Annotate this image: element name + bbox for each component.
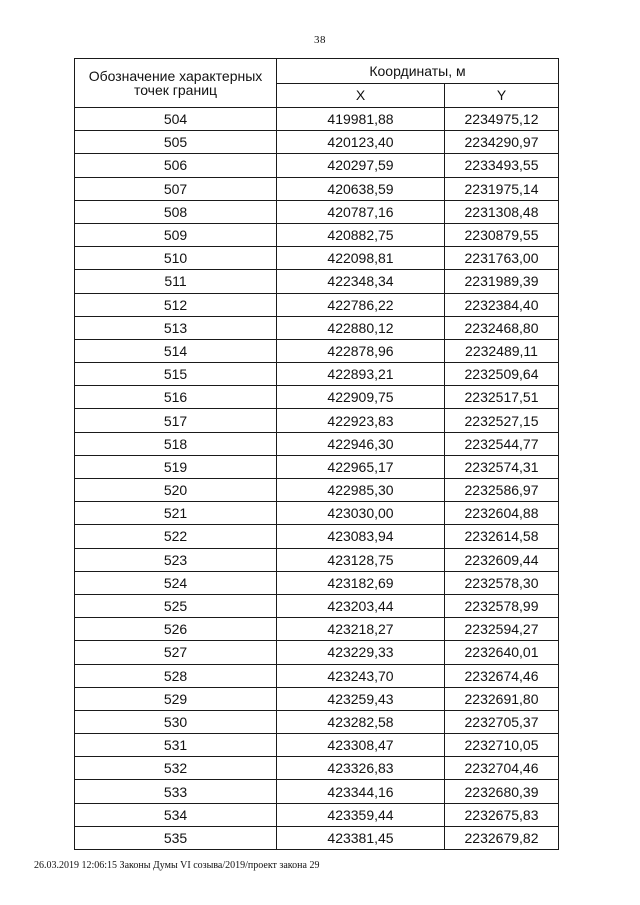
point-number-cell: 508 (75, 200, 277, 223)
table-row (75, 664, 559, 687)
point-number-cell: 530 (75, 710, 277, 733)
x-coordinate-cell: 420638,59 (277, 177, 445, 200)
table-row (75, 339, 559, 362)
header-y: Y (445, 83, 559, 108)
x-coordinate-cell: 423030,00 (277, 502, 445, 525)
point-number-cell: 534 (75, 803, 277, 826)
table-row (75, 200, 559, 223)
table-row (75, 803, 559, 826)
point-number-cell: 523 (75, 548, 277, 571)
table-row (75, 594, 559, 617)
point-number-cell: 512 (75, 293, 277, 316)
table-row (75, 363, 559, 386)
point-number-cell: 505 (75, 131, 277, 154)
point-number-cell: 519 (75, 455, 277, 478)
table-row (75, 479, 559, 502)
x-coordinate-cell: 420787,16 (277, 200, 445, 223)
point-number-cell: 513 (75, 316, 277, 339)
y-coordinate-cell: 2234290,97 (445, 131, 559, 154)
table-row (75, 409, 559, 432)
x-coordinate-cell: 423344,16 (277, 780, 445, 803)
point-number-cell: 526 (75, 618, 277, 641)
point-number-cell: 521 (75, 502, 277, 525)
point-number-cell: 529 (75, 687, 277, 710)
x-coordinate-cell: 423243,70 (277, 664, 445, 687)
table-row (75, 386, 559, 409)
x-coordinate-cell: 422923,83 (277, 409, 445, 432)
y-coordinate-cell: 2232604,88 (445, 502, 559, 525)
x-coordinate-cell: 422880,12 (277, 316, 445, 339)
y-coordinate-cell: 2231308,48 (445, 200, 559, 223)
table-row (75, 108, 559, 131)
x-coordinate-cell: 423259,43 (277, 687, 445, 710)
point-number-cell: 509 (75, 223, 277, 246)
table-row (75, 687, 559, 710)
y-coordinate-cell: 2231975,14 (445, 177, 559, 200)
y-coordinate-cell: 2233493,55 (445, 154, 559, 177)
point-number-cell: 516 (75, 386, 277, 409)
header-point-designation: Обозначение характерных точек границ (75, 59, 277, 108)
point-number-cell: 517 (75, 409, 277, 432)
table-row (75, 780, 559, 803)
x-coordinate-cell: 422348,34 (277, 270, 445, 293)
point-number-cell: 507 (75, 177, 277, 200)
table-row (75, 826, 559, 849)
table-row (75, 525, 559, 548)
x-coordinate-cell: 423282,58 (277, 710, 445, 733)
table-row (75, 548, 559, 571)
y-coordinate-cell: 2232679,82 (445, 826, 559, 849)
table-row (75, 571, 559, 594)
y-coordinate-cell: 2232544,77 (445, 432, 559, 455)
point-number-cell: 535 (75, 826, 277, 849)
point-number-cell: 527 (75, 641, 277, 664)
y-coordinate-cell: 2232640,01 (445, 641, 559, 664)
y-coordinate-cell: 2232704,46 (445, 757, 559, 780)
x-coordinate-cell: 423308,47 (277, 734, 445, 757)
x-coordinate-cell: 423229,33 (277, 641, 445, 664)
table-row (75, 734, 559, 757)
point-number-cell: 515 (75, 363, 277, 386)
y-coordinate-cell: 2232586,97 (445, 479, 559, 502)
y-coordinate-cell: 2230879,55 (445, 223, 559, 246)
y-coordinate-cell: 2232691,80 (445, 687, 559, 710)
y-coordinate-cell: 2232674,46 (445, 664, 559, 687)
point-number-cell: 524 (75, 571, 277, 594)
point-number-cell: 510 (75, 247, 277, 270)
x-coordinate-cell: 422786,22 (277, 293, 445, 316)
y-coordinate-cell: 2231989,39 (445, 270, 559, 293)
table-row (75, 131, 559, 154)
point-number-cell: 511 (75, 270, 277, 293)
table-row (75, 710, 559, 733)
y-coordinate-cell: 2232578,30 (445, 571, 559, 594)
x-coordinate-cell: 423203,44 (277, 594, 445, 617)
point-number-cell: 528 (75, 664, 277, 687)
table-row (75, 154, 559, 177)
table-body (75, 108, 559, 850)
point-number-cell: 522 (75, 525, 277, 548)
table-row (75, 316, 559, 339)
table-row (75, 177, 559, 200)
y-coordinate-cell: 2234975,12 (445, 108, 559, 131)
x-coordinate-cell: 420297,59 (277, 154, 445, 177)
point-number-cell: 520 (75, 479, 277, 502)
y-coordinate-cell: 2232710,05 (445, 734, 559, 757)
point-number-cell: 518 (75, 432, 277, 455)
y-coordinate-cell: 2231763,00 (445, 247, 559, 270)
table-row (75, 293, 559, 316)
page-number: 38 (314, 34, 326, 46)
x-coordinate-cell: 423359,44 (277, 803, 445, 826)
x-coordinate-cell: 422946,30 (277, 432, 445, 455)
x-coordinate-cell: 422098,81 (277, 247, 445, 270)
y-coordinate-cell: 2232594,27 (445, 618, 559, 641)
x-coordinate-cell: 422878,96 (277, 339, 445, 362)
table-row (75, 223, 559, 246)
table-row (75, 270, 559, 293)
x-coordinate-cell: 422965,17 (277, 455, 445, 478)
point-number-cell: 525 (75, 594, 277, 617)
x-coordinate-cell: 419981,88 (277, 108, 445, 131)
y-coordinate-cell: 2232578,99 (445, 594, 559, 617)
table-row (75, 502, 559, 525)
x-coordinate-cell: 423083,94 (277, 525, 445, 548)
y-coordinate-cell: 2232614,58 (445, 525, 559, 548)
table-row (75, 247, 559, 270)
y-coordinate-cell: 2232517,51 (445, 386, 559, 409)
y-coordinate-cell: 2232609,44 (445, 548, 559, 571)
y-coordinate-cell: 2232489,11 (445, 339, 559, 362)
y-coordinate-cell: 2232468,80 (445, 316, 559, 339)
y-coordinate-cell: 2232527,15 (445, 409, 559, 432)
coordinates-table (74, 58, 559, 850)
table-row (75, 618, 559, 641)
point-number-cell: 504 (75, 108, 277, 131)
point-number-cell: 506 (75, 154, 277, 177)
x-coordinate-cell: 423182,69 (277, 571, 445, 594)
x-coordinate-cell: 423381,45 (277, 826, 445, 849)
point-number-cell: 531 (75, 734, 277, 757)
y-coordinate-cell: 2232705,37 (445, 710, 559, 733)
point-number-cell: 533 (75, 780, 277, 803)
table-row (75, 432, 559, 455)
x-coordinate-cell: 422909,75 (277, 386, 445, 409)
table-row (75, 455, 559, 478)
y-coordinate-cell: 2232384,40 (445, 293, 559, 316)
x-coordinate-cell: 422893,21 (277, 363, 445, 386)
y-coordinate-cell: 2232509,64 (445, 363, 559, 386)
x-coordinate-cell: 420123,40 (277, 131, 445, 154)
point-number-cell: 532 (75, 757, 277, 780)
table-row (75, 757, 559, 780)
x-coordinate-cell: 423218,27 (277, 618, 445, 641)
x-coordinate-cell: 423326,83 (277, 757, 445, 780)
point-number-cell: 514 (75, 339, 277, 362)
x-coordinate-cell: 422985,30 (277, 479, 445, 502)
header-x: X (277, 83, 445, 108)
x-coordinate-cell: 420882,75 (277, 223, 445, 246)
footer-stamp: 26.03.2019 12:06:15 Законы Думы VI созыва/2019/проект закона 29 (34, 860, 320, 871)
y-coordinate-cell: 2232675,83 (445, 803, 559, 826)
table-row (75, 641, 559, 664)
y-coordinate-cell: 2232680,39 (445, 780, 559, 803)
header-coordinates: Координаты, м (277, 59, 559, 84)
x-coordinate-cell: 423128,75 (277, 548, 445, 571)
y-coordinate-cell: 2232574,31 (445, 455, 559, 478)
